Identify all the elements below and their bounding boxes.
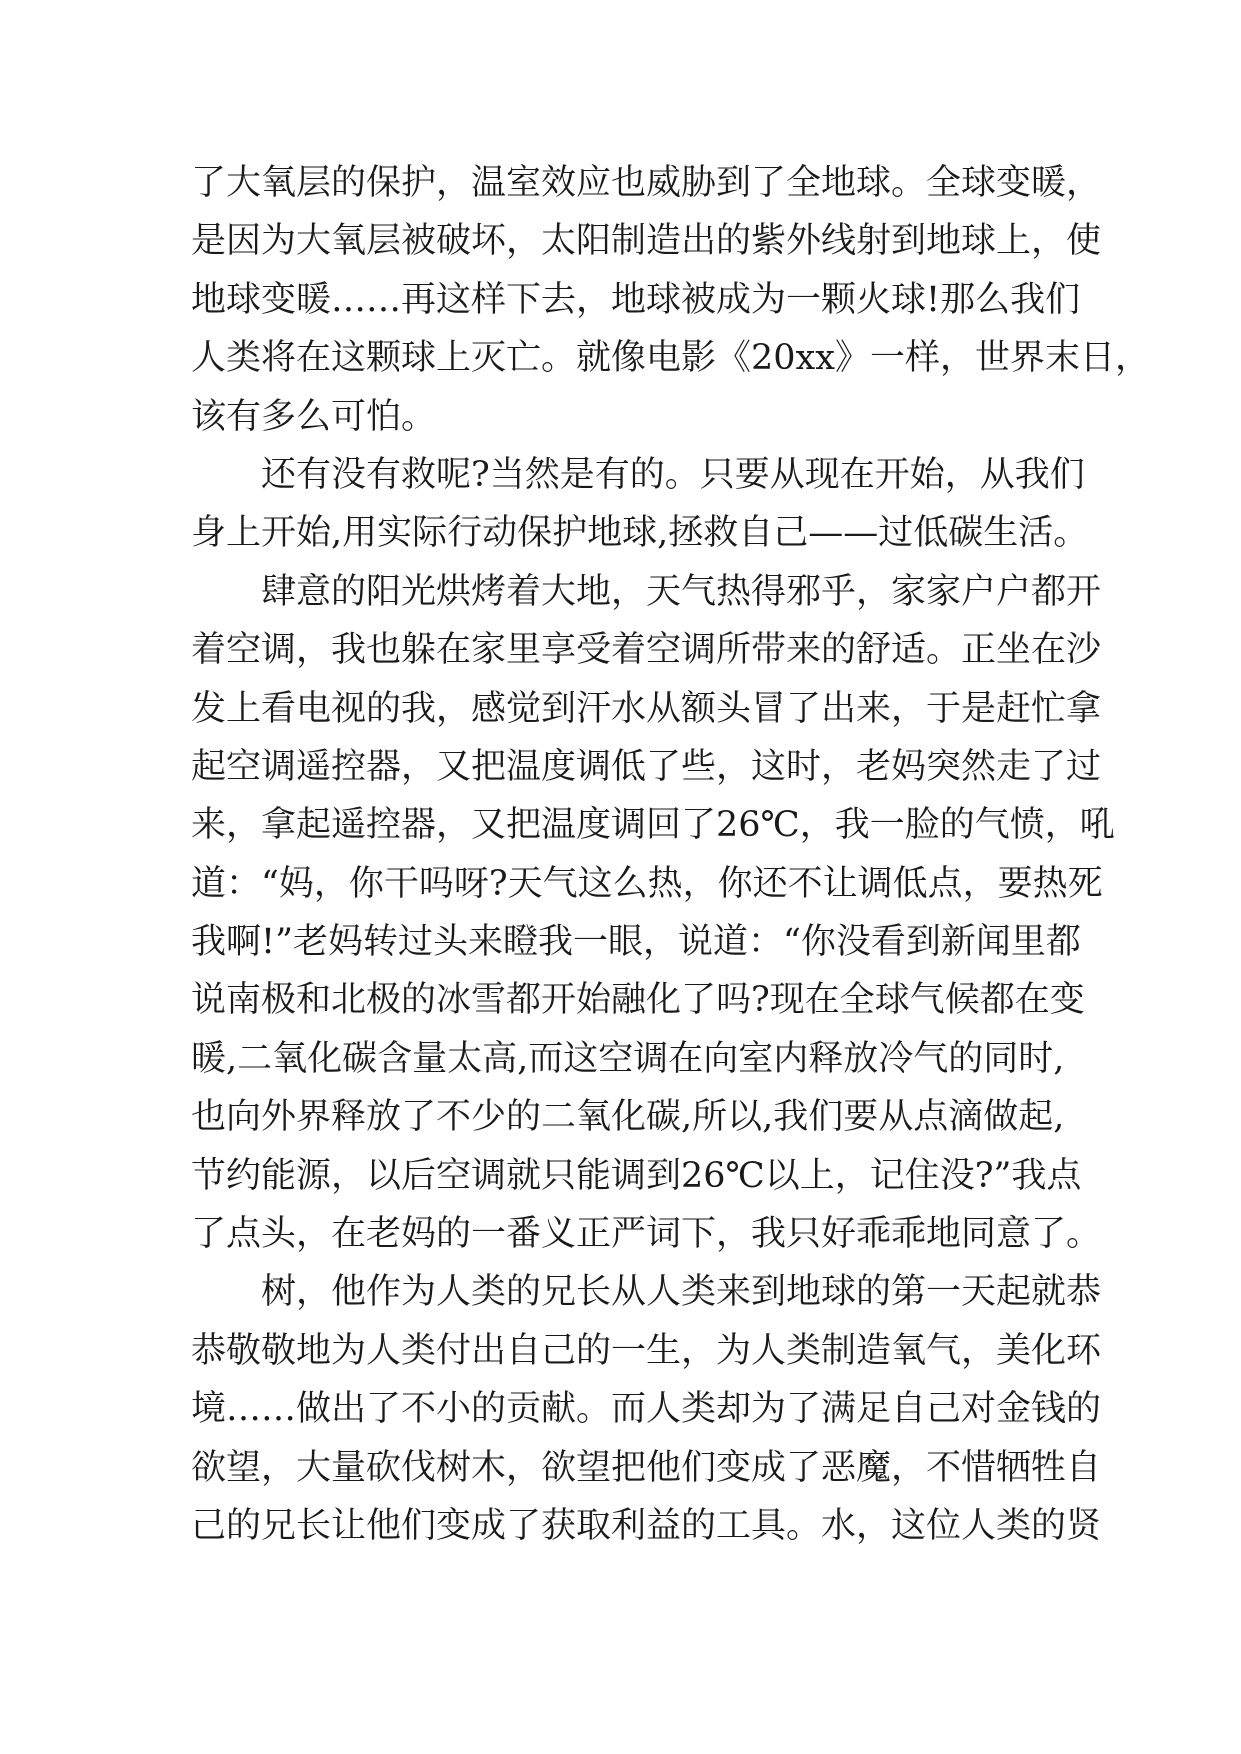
text-line: 暖,二氧化碳含量太高,而这空调在向室内释放冷气的同时, (191, 1038, 1065, 1079)
text-line: 树，他作为人类的兄长从人类来到地球的第一天起就恭 (261, 1272, 1102, 1313)
text-line: 该有多么可怕。 (191, 396, 437, 437)
text-line: 己的兄长让他们变成了获取利益的工具。水，这位人类的贤 (191, 1505, 1102, 1546)
body-text (191, 154, 1151, 1555)
text-line: 道：“妈，你干吗呀?天气这么热，你还不让调低点，要热死 (191, 863, 1103, 904)
paragraph-4 (191, 1263, 1102, 1555)
text-line: 说南极和北极的冰雪都开始融化了吗?现在全球气候都在变 (191, 980, 1085, 1021)
paragraph-1 (191, 154, 1151, 446)
text-line: 境……做出了不小的贡献。而人类却为了满足自己对金钱的 (191, 1389, 1102, 1430)
text-line: 欲望，大量砍伐树木，欲望把他们变成了恶魔，不惜牺牲自 (191, 1447, 1102, 1488)
text-line: 起空调遥控器，又把温度调低了些，这时，老妈突然走了过 (191, 746, 1102, 787)
text-line: 是因为大氧层被破坏，太阳制造出的紫外线射到地球上，使 (191, 221, 1102, 262)
paragraph-3 (191, 563, 1115, 1264)
text-line: 来，拿起遥控器，又把温度调回了26℃，我一脸的气愤，吼 (191, 805, 1115, 846)
text-line: 身上开始,用实际行动保护地球,拯救自己——过低碳生活。 (191, 513, 1089, 554)
text-line: 了点头，在老妈的一番义正严词下，我只好乖乖地同意了。 (191, 1214, 1102, 1255)
paragraph-2 (191, 446, 1089, 563)
text-line: 了大氧层的保护，温室效应也威胁到了全地球。全球变暖， (191, 163, 1102, 203)
text-line: 也向外界释放了不少的二氧化碳,所以,我们要从点滴做起, (191, 1097, 1065, 1138)
text-line: 我啊!”老妈转过头来瞪我一眼，说道：“你没看到新闻里都 (191, 922, 1081, 963)
text-line: 节约能源，以后空调就只能调到26℃以上，记住没?”我点 (191, 1155, 1082, 1196)
text-line: 着空调，我也躲在家里享受着空调所带来的舒适。正坐在沙 (191, 630, 1102, 671)
text-line: 发上看电视的我，感觉到汗水从额头冒了出来，于是赶忙拿 (191, 688, 1102, 729)
text-line: 地球变暖……再这样下去，地球被成为一颗火球!那么我们 (191, 279, 1081, 320)
text-line: 还有没有救呢?当然是有的。只要从现在开始，从我们 (261, 454, 1085, 495)
text-line: 恭敬敬地为人类付出自己的一生，为人类制造氧气，美化环 (191, 1330, 1102, 1371)
text-line: 肆意的阳光烘烤着大地，天气热得邪乎，家家户户都开 (261, 571, 1102, 612)
text-line: 人类将在这颗球上灭亡。就像电影《20xx》一样，世界末日， (191, 338, 1151, 379)
